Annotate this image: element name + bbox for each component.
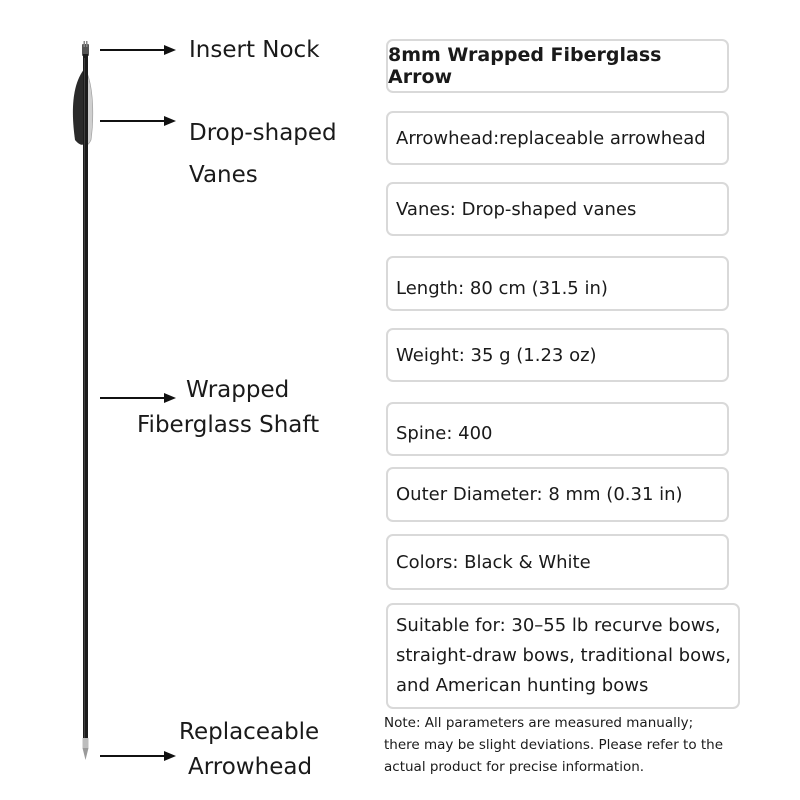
spec-suitable-box [386,603,740,709]
shaft [83,54,88,744]
label-shaft-line2: Fiberglass Shaft [137,412,320,438]
callout-arrow-arrowhead [100,750,180,762]
spec-weight-box [386,328,729,382]
spec-diameter-box [386,467,729,522]
label-shaft-line1: Wrapped [186,377,290,403]
spec-length-box [386,256,729,311]
spec-colors-box [386,534,729,590]
note-line3: actual product for precise information. [384,759,645,775]
spec-vanes: Vanes: Drop-shaped vanes [396,198,637,220]
callout-arrow-nock [100,44,180,56]
spec-arrowhead: Arrowhead:replaceable arrowhead [396,127,706,149]
label-head-line2: Arrowhead [188,754,313,780]
note-line2: there may be slight deviations. Please refer to the [384,737,724,753]
callout-arrow-vanes [100,115,180,127]
callout-arrow-shaft [100,392,180,404]
spec-vanes-box [386,182,729,236]
spec-suitable-line2: straight-draw bows, traditional bows, [396,645,731,666]
spec-length: Length: 80 cm (31.5 in) [396,278,608,299]
label-vanes-line2: Vanes [189,162,258,188]
spec-suitable-line1: Suitable for: 30–55 lb recurve bows, [396,615,721,636]
spec-diameter: Outer Diameter: 8 mm (0.31 in) [396,484,683,505]
spec-arrowhead-box [386,111,729,165]
spec-suitable-line3: and American hunting bows [396,675,649,696]
measurement-note [384,712,744,778]
spec-weight: Weight: 35 g (1.23 oz) [396,344,597,366]
spec-colors: Colors: Black & White [396,551,591,573]
label-head-line1: Replaceable [179,719,320,745]
spec-title-box [386,39,729,93]
arrowhead [83,748,89,760]
spec-spine-box [386,402,729,456]
spec-spine: Spine: 400 [396,423,493,444]
label-insert-nock: Insert Nock [189,37,320,63]
note-line1: Note: All parameters are measured manually; [384,715,694,731]
spec-title: 8mm Wrapped Fiberglass Arrow [388,44,662,88]
label-vanes-line1: Drop-shaped [189,120,337,146]
